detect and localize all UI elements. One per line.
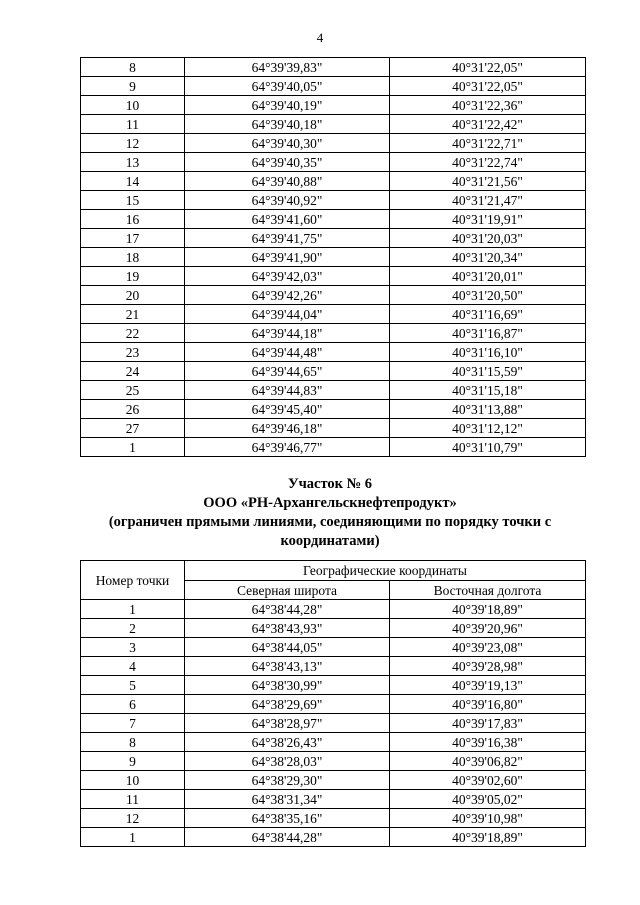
point-number-cell: 11 [81, 790, 185, 809]
table-row [81, 733, 586, 752]
table-row [81, 438, 586, 457]
longitude-cell: 40°31'20,03" [390, 229, 586, 248]
table-row [81, 96, 586, 115]
point-number-cell: 6 [81, 695, 185, 714]
point-number-cell: 1 [81, 828, 185, 847]
latitude-cell: 64°39'45,40" [185, 400, 390, 419]
latitude-cell: 64°39'41,90" [185, 248, 390, 267]
latitude-cell: 64°39'39,83" [185, 58, 390, 77]
point-number-cell: 22 [81, 324, 185, 343]
latitude-cell: 64°39'40,88" [185, 172, 390, 191]
point-number-cell: 10 [81, 771, 185, 790]
table-row [81, 267, 586, 286]
latitude-cell: 64°39'44,04" [185, 305, 390, 324]
table-row [81, 790, 586, 809]
longitude-cell: 40°39'19,13" [390, 676, 586, 695]
table-row [81, 828, 586, 847]
section-6-coordinates-table [80, 560, 586, 847]
point-number-cell: 5 [81, 676, 185, 695]
longitude-cell: 40°31'20,01" [390, 267, 586, 286]
latitude-cell: 64°39'46,18" [185, 419, 390, 438]
table-row [81, 362, 586, 381]
point-number-cell: 7 [81, 714, 185, 733]
latitude-cell: 64°39'40,18" [185, 115, 390, 134]
point-number-cell: 9 [81, 77, 185, 96]
longitude-cell: 40°31'22,71" [390, 134, 586, 153]
table-row [81, 714, 586, 733]
section-description-line-2: координатами) [280, 533, 380, 549]
longitude-cell: 40°39'05,02" [390, 790, 586, 809]
page-number: 4 [316, 30, 324, 45]
latitude-cell: 64°38'35,16" [185, 809, 390, 828]
latitude-cell: 64°38'44,28" [185, 600, 390, 619]
longitude-cell: 40°31'20,34" [390, 248, 586, 267]
point-number-cell: 24 [81, 362, 185, 381]
table-row [81, 210, 586, 229]
longitude-cell: 40°31'22,42" [390, 115, 586, 134]
longitude-cell: 40°39'28,98" [390, 657, 586, 676]
latitude-cell: 64°39'40,92" [185, 191, 390, 210]
latitude-cell: 64°38'31,34" [185, 790, 390, 809]
latitude-cell: 64°39'42,26" [185, 286, 390, 305]
point-number-cell: 2 [81, 619, 185, 638]
latitude-cell: 64°38'30,99" [185, 676, 390, 695]
latitude-cell: 64°38'43,93" [185, 619, 390, 638]
latitude-cell: 64°38'26,43" [185, 733, 390, 752]
coordinates-table-body [81, 58, 586, 457]
longitude-cell: 40°39'18,89" [390, 828, 586, 847]
table-row [81, 619, 586, 638]
latitude-cell: 64°38'44,05" [185, 638, 390, 657]
point-number-cell: 1 [81, 600, 185, 619]
longitude-cell: 40°31'21,56" [390, 172, 586, 191]
table-row [81, 381, 586, 400]
latitude-cell: 64°39'44,18" [185, 324, 390, 343]
latitude-cell: 64°39'46,77" [185, 438, 390, 457]
table-row [81, 191, 586, 210]
longitude-cell: 40°31'20,50" [390, 286, 586, 305]
latitude-cell: 64°38'43,13" [185, 657, 390, 676]
longitude-cell: 40°31'22,74" [390, 153, 586, 172]
table-row [81, 638, 586, 657]
latitude-cell: 64°38'29,30" [185, 771, 390, 790]
point-number-cell: 1 [81, 438, 185, 457]
longitude-cell: 40°31'16,10" [390, 343, 586, 362]
point-number-cell: 21 [81, 305, 185, 324]
latitude-cell: 64°39'40,05" [185, 77, 390, 96]
longitude-cell: 40°39'23,08" [390, 638, 586, 657]
latitude-cell: 64°39'41,60" [185, 210, 390, 229]
point-number-cell: 13 [81, 153, 185, 172]
latitude-cell: 64°38'29,69" [185, 695, 390, 714]
section-heading [60, 475, 600, 551]
table-row [81, 58, 586, 77]
point-number-cell: 18 [81, 248, 185, 267]
latitude-cell: 64°39'44,83" [185, 381, 390, 400]
longitude-cell: 40°31'21,47" [390, 191, 586, 210]
header-east-longitude: Восточная долгота [390, 581, 586, 600]
longitude-cell: 40°31'16,69" [390, 305, 586, 324]
latitude-cell: 64°38'44,28" [185, 828, 390, 847]
table-row [81, 115, 586, 134]
point-number-cell: 3 [81, 638, 185, 657]
longitude-cell: 40°39'16,38" [390, 733, 586, 752]
table-row [81, 400, 586, 419]
longitude-cell: 40°39'18,89" [390, 600, 586, 619]
table-row [81, 286, 586, 305]
longitude-cell: 40°31'22,36" [390, 96, 586, 115]
latitude-cell: 64°39'40,35" [185, 153, 390, 172]
point-number-cell: 23 [81, 343, 185, 362]
longitude-cell: 40°31'12,12" [390, 419, 586, 438]
point-number-cell: 9 [81, 752, 185, 771]
longitude-cell: 40°31'15,18" [390, 381, 586, 400]
latitude-cell: 64°39'44,48" [185, 343, 390, 362]
point-number-cell: 8 [81, 733, 185, 752]
point-number-cell: 16 [81, 210, 185, 229]
table-row [81, 229, 586, 248]
table-row [81, 248, 586, 267]
point-number-cell: 10 [81, 96, 185, 115]
table-row [81, 343, 586, 362]
point-number-cell: 19 [81, 267, 185, 286]
section-title: Участок № 6 [287, 476, 373, 492]
coordinates-table-continued [80, 57, 586, 457]
point-number-cell: 12 [81, 134, 185, 153]
longitude-cell: 40°31'16,87" [390, 324, 586, 343]
table-row [81, 77, 586, 96]
table-row [81, 134, 586, 153]
header-geographic-coordinates: Географические координаты [185, 561, 586, 581]
longitude-cell: 40°39'02,60" [390, 771, 586, 790]
longitude-cell: 40°39'06,82" [390, 752, 586, 771]
longitude-cell: 40°39'10,98" [390, 809, 586, 828]
point-number-cell: 20 [81, 286, 185, 305]
latitude-cell: 64°39'40,30" [185, 134, 390, 153]
point-number-cell: 15 [81, 191, 185, 210]
longitude-cell: 40°31'13,88" [390, 400, 586, 419]
table-row [81, 305, 586, 324]
longitude-cell: 40°31'10,79" [390, 438, 586, 457]
point-number-cell: 8 [81, 58, 185, 77]
table-row [81, 324, 586, 343]
point-number-cell: 11 [81, 115, 185, 134]
point-number-cell: 12 [81, 809, 185, 828]
table-row [81, 153, 586, 172]
longitude-cell: 40°31'19,91" [390, 210, 586, 229]
table-row [81, 695, 586, 714]
table-row [81, 809, 586, 828]
table-row [81, 676, 586, 695]
table-row [81, 419, 586, 438]
table-row [81, 657, 586, 676]
longitude-cell: 40°39'20,96" [390, 619, 586, 638]
organization-name: ООО «РН-Архангельскнефтепродукт» [203, 495, 457, 511]
table-row [81, 600, 586, 619]
latitude-cell: 64°38'28,03" [185, 752, 390, 771]
table-row [81, 752, 586, 771]
longitude-cell: 40°31'22,05" [390, 58, 586, 77]
longitude-cell: 40°39'17,83" [390, 714, 586, 733]
latitude-cell: 64°39'42,03" [185, 267, 390, 286]
latitude-cell: 64°39'40,19" [185, 96, 390, 115]
longitude-cell: 40°39'16,80" [390, 695, 586, 714]
table-header [81, 561, 586, 600]
latitude-cell: 64°39'41,75" [185, 229, 390, 248]
table-row [81, 771, 586, 790]
longitude-cell: 40°31'22,05" [390, 77, 586, 96]
longitude-cell: 40°31'15,59" [390, 362, 586, 381]
point-number-cell: 4 [81, 657, 185, 676]
coordinates-table-body [81, 600, 586, 847]
point-number-cell: 14 [81, 172, 185, 191]
latitude-cell: 64°39'44,65" [185, 362, 390, 381]
header-north-latitude: Северная широта [185, 581, 390, 600]
point-number-cell: 17 [81, 229, 185, 248]
section-description-line-1: (ограничен прямыми линиями, соединяющими по порядку точки с [108, 514, 552, 530]
header-point-number: Номер точки [81, 561, 185, 600]
point-number-cell: 27 [81, 419, 185, 438]
table-row [81, 172, 586, 191]
point-number-cell: 25 [81, 381, 185, 400]
latitude-cell: 64°38'28,97" [185, 714, 390, 733]
point-number-cell: 26 [81, 400, 185, 419]
